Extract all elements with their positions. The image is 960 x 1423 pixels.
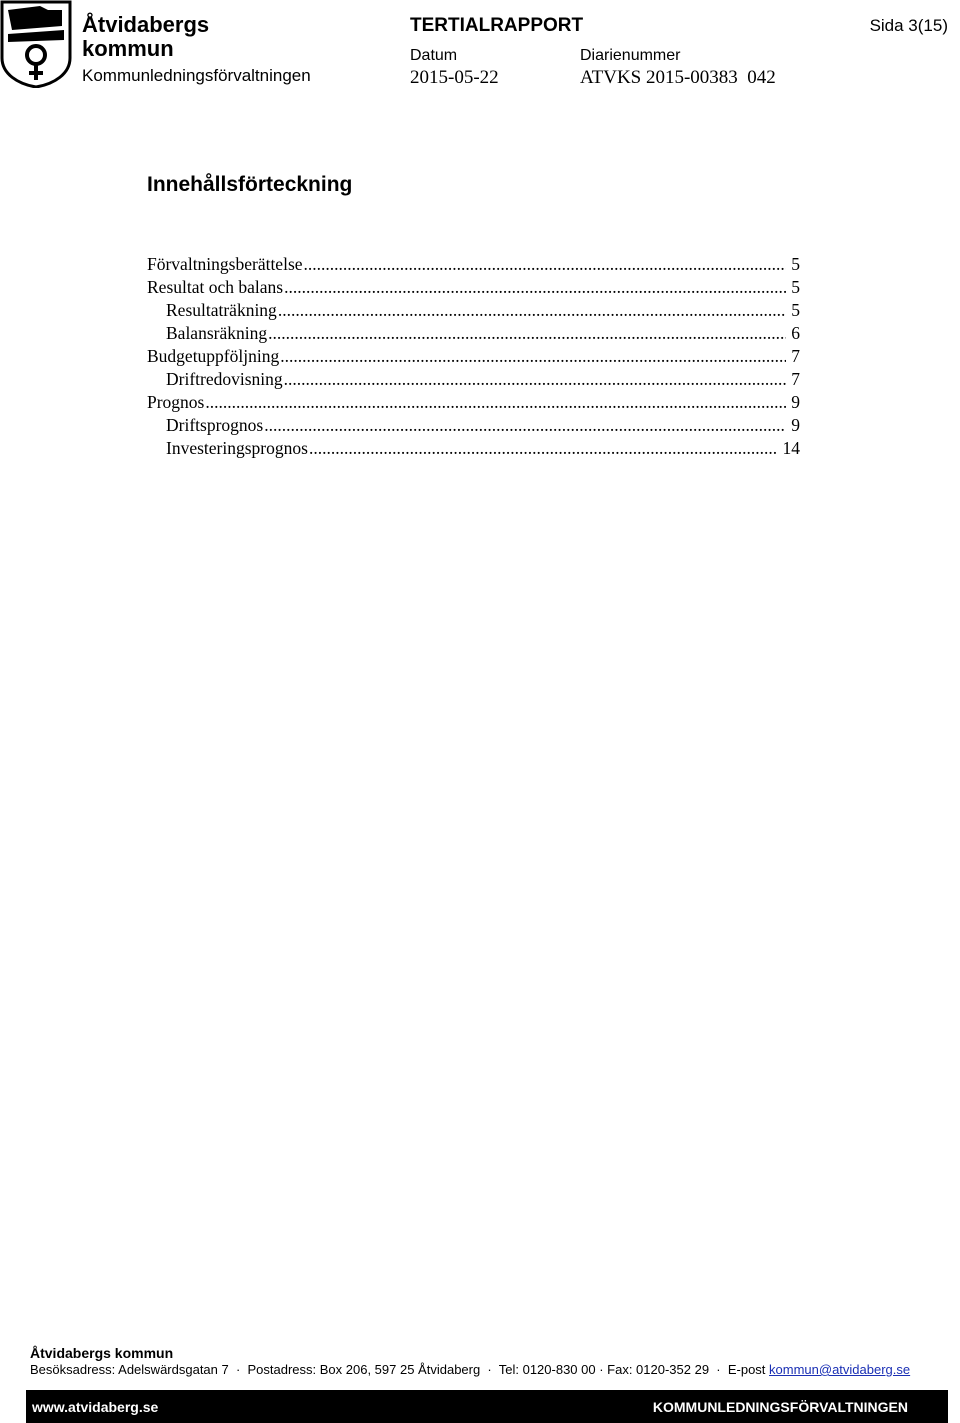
toc-entry-page: 9 <box>791 415 800 435</box>
toc-entry-page: 14 <box>782 438 800 458</box>
toc-leader <box>278 299 786 322</box>
toc-leader <box>284 368 787 391</box>
toc-leader <box>268 322 786 345</box>
footer-org-name: Åtvidabergs kommun <box>30 1345 174 1361</box>
org-name: Åtvidabergs <box>82 12 210 37</box>
toc-entry-text: Driftsprognos <box>166 415 264 435</box>
toc-entry-page: 6 <box>791 323 800 343</box>
toc-entry-text: Driftredovisning <box>166 369 283 389</box>
toc-entry-text: Prognos <box>147 392 205 412</box>
toc-entry[interactable] <box>147 391 800 414</box>
toc-entry-text: Resultaträkning <box>166 300 277 320</box>
footer-address-text: Besöksadress: Adelswärdsgatan 7 · Postadress: Box 206, 597 25 Åtvidaberg · Tel: 0120-830 00 · Fax: 0120-352 29 · E-post <box>30 1362 770 1377</box>
org-name-line2: kommun <box>82 36 174 61</box>
toc-leader <box>284 276 786 299</box>
toc-leader <box>304 253 787 276</box>
toc-entry-text: Balansräkning <box>166 323 268 343</box>
toc-title: Innehållsförteckning <box>147 173 353 196</box>
toc-entry-page: 5 <box>791 277 800 297</box>
toc-entry-page: 7 <box>791 369 800 389</box>
footer-address <box>30 1362 910 1377</box>
footer-bar <box>26 1390 948 1423</box>
coat-of-arms-icon <box>0 0 72 88</box>
toc-leader <box>280 345 786 368</box>
toc-entry[interactable] <box>147 414 800 437</box>
registration-value: ATVKS 2015-00383 042 <box>580 67 776 88</box>
toc-entry-page: 9 <box>791 392 800 412</box>
toc-leader <box>309 437 778 460</box>
footer-website-link[interactable]: www.atvidaberg.se <box>32 1399 159 1415</box>
footer-department: KOMMUNLEDNINGSFÖRVALTNINGEN <box>652 1399 908 1415</box>
toc-entry[interactable] <box>147 437 800 460</box>
department-name: Kommunledningsförvaltningen <box>82 66 311 85</box>
toc-entry-text: Resultat och balans <box>147 277 284 297</box>
toc-entry-page: 7 <box>791 346 800 366</box>
document-type: TERTIALRAPPORT <box>410 15 584 36</box>
registration-label: Diarienummer <box>580 47 681 64</box>
toc-entry[interactable] <box>147 368 800 391</box>
date-label: Datum <box>410 47 458 64</box>
toc-entry-page: 5 <box>791 254 800 274</box>
toc-entry-page: 5 <box>791 300 800 320</box>
footer-email-link[interactable]: kommun@atvidaberg.se <box>769 1362 911 1377</box>
toc-entry[interactable] <box>147 276 800 299</box>
toc-leader <box>205 391 786 414</box>
toc-entry[interactable] <box>147 253 800 276</box>
toc-leader <box>264 414 786 437</box>
table-of-contents <box>147 253 800 460</box>
toc-entry[interactable] <box>147 299 800 322</box>
toc-entry[interactable] <box>147 345 800 368</box>
toc-entry[interactable] <box>147 322 800 345</box>
toc-entry-text: Budgetuppföljning <box>147 346 280 366</box>
date-value: 2015-05-22 <box>410 67 499 88</box>
toc-entry-text: Investeringsprognos <box>166 438 308 458</box>
page-number: Sida 3(15) <box>869 16 948 35</box>
toc-entry-text: Förvaltningsberättelse <box>147 254 303 274</box>
